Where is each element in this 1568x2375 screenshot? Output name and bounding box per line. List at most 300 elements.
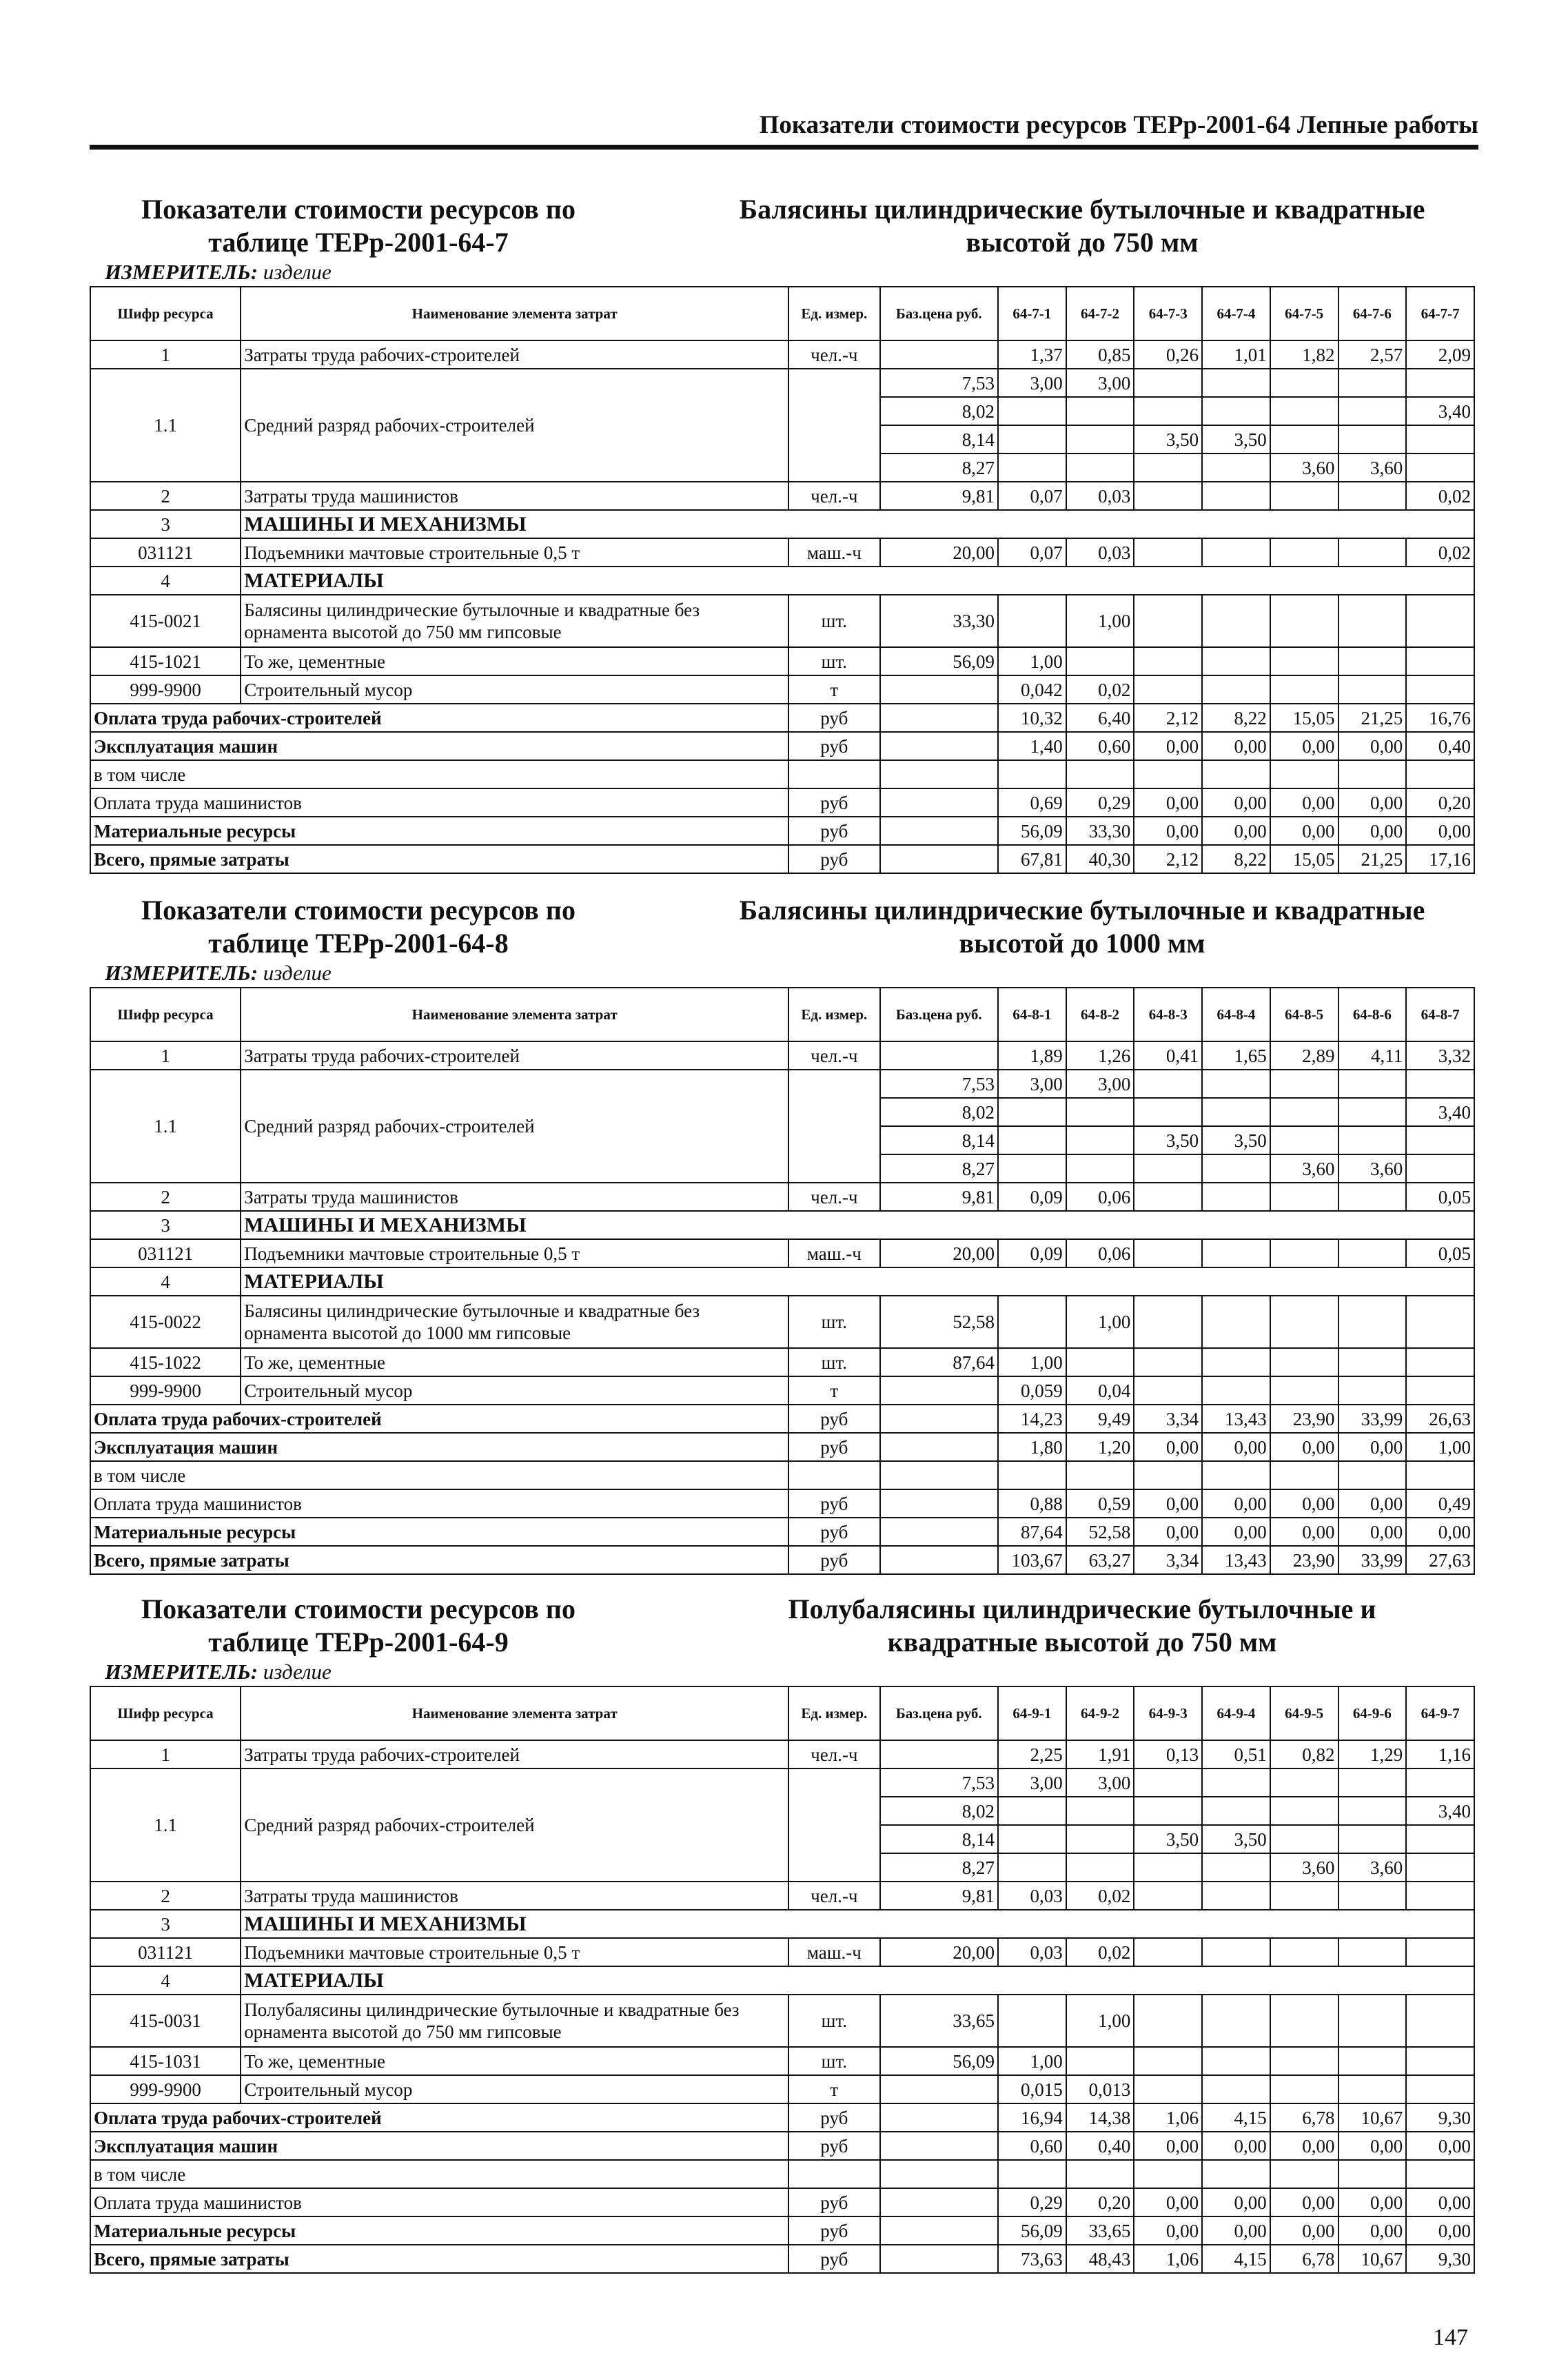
value-cell [1134, 397, 1202, 425]
value-cell [1202, 595, 1270, 647]
value-cell [1338, 397, 1407, 425]
summary-name: Всего, прямые затраты [90, 2245, 788, 2273]
value-cell: 0,59 [1066, 1489, 1134, 1518]
grade-rate: 7,53 [880, 369, 998, 397]
empty-cell [788, 760, 879, 788]
value-cell [998, 1825, 1066, 1853]
value-cell: 0,00 [1338, 1433, 1407, 1461]
value-cell [1338, 1070, 1407, 1098]
group-name: МАШИНЫ И МЕХАНИЗМЫ [241, 1910, 1474, 1938]
value-cell [1202, 369, 1270, 397]
value-cell: 0,00 [1202, 1518, 1270, 1546]
grade-rate: 8,14 [880, 1126, 998, 1154]
summary-row [90, 845, 1474, 873]
summary-name: в том числе [90, 760, 788, 788]
header-name: Наименование элемента затрат [241, 988, 788, 1041]
group-row [90, 1267, 1474, 1296]
resource-unit: маш.-ч [788, 538, 879, 567]
value-cell: 3,34 [1134, 1546, 1202, 1574]
summary-price [880, 2216, 998, 2245]
resource-name: То же, цементные [241, 1348, 788, 1376]
summary-price [880, 704, 998, 732]
group-row [90, 1966, 1474, 1995]
resource-price: 56,09 [880, 647, 998, 675]
resource-name: Затраты труда рабочих-строителей [241, 1041, 788, 1070]
value-cell [1202, 453, 1270, 482]
value-cell [998, 1098, 1066, 1126]
summary-unit: руб [788, 2132, 879, 2160]
resource-price [880, 1740, 998, 1768]
value-cell [1270, 1296, 1338, 1348]
value-cell [1202, 1296, 1270, 1348]
value-cell: 3,50 [1134, 1126, 1202, 1154]
value-cell [1066, 1853, 1134, 1882]
value-cell [1202, 1239, 1270, 1267]
value-cell [1202, 1154, 1270, 1183]
header-norm-column: 64-7-2 [1066, 287, 1134, 340]
table-reference [90, 193, 627, 259]
value-cell [1406, 1376, 1474, 1405]
value-cell: 33,65 [1066, 2216, 1134, 2245]
value-cell [1202, 397, 1270, 425]
value-cell [1134, 1296, 1202, 1348]
value-cell [1202, 675, 1270, 704]
measure-value: изделие [263, 260, 332, 284]
resource-code: 2 [90, 1882, 241, 1910]
value-cell: 0,09 [998, 1239, 1066, 1267]
empty-cell [1134, 760, 1202, 788]
value-cell [1202, 1768, 1270, 1797]
value-cell [1406, 2047, 1474, 2075]
value-cell [998, 453, 1066, 482]
value-cell: 3,40 [1406, 397, 1474, 425]
value-cell [1134, 2047, 1202, 2075]
value-cell: 0,40 [1406, 732, 1474, 760]
value-cell: 33,99 [1338, 1405, 1407, 1433]
value-cell: 0,20 [1066, 2188, 1134, 2216]
table-row [90, 675, 1474, 704]
value-cell [1202, 1070, 1270, 1098]
value-cell [1406, 425, 1474, 453]
resource-name: Затраты труда рабочих-строителей [241, 1740, 788, 1768]
value-cell [1270, 1376, 1338, 1405]
resource-price: 9,81 [880, 482, 998, 510]
empty-cell [1270, 1461, 1338, 1489]
value-cell [1406, 1938, 1474, 1966]
summary-name: Эксплуатация машин [90, 732, 788, 760]
summary-name: Оплата труда рабочих-строителей [90, 704, 788, 732]
header-norm-column: 64-9-2 [1066, 1686, 1134, 1740]
value-cell: 0,00 [1134, 788, 1202, 817]
value-cell: 3,40 [1406, 1098, 1474, 1126]
value-cell: 0,60 [1066, 732, 1134, 760]
value-cell: 0,00 [1134, 732, 1202, 760]
empty-cell [1134, 1461, 1202, 1489]
summary-row [90, 817, 1474, 845]
resource-name: Строительный мусор [241, 1376, 788, 1405]
value-cell: 3,60 [1338, 1853, 1407, 1882]
value-cell: 33,99 [1338, 1546, 1407, 1574]
value-cell: 103,67 [998, 1546, 1066, 1574]
value-cell: 1,00 [998, 647, 1066, 675]
value-cell: 1,29 [1338, 1740, 1407, 1768]
value-cell: 15,05 [1270, 704, 1338, 732]
table-row [90, 482, 1474, 510]
summary-row [90, 2160, 1474, 2188]
value-cell [1406, 1882, 1474, 1910]
value-cell: 48,43 [1066, 2245, 1134, 2273]
value-cell [1270, 1882, 1338, 1910]
table-reference-line2: таблице ТЕРр-2001-64-7 [208, 227, 509, 258]
summary-price [880, 788, 998, 817]
group-name: МАШИНЫ И МЕХАНИЗМЫ [241, 510, 1474, 538]
resource-unit: чел.-ч [788, 482, 879, 510]
header-norm-column: 64-8-6 [1338, 988, 1407, 1041]
value-cell [1134, 2075, 1202, 2103]
value-cell: 0,02 [1066, 675, 1134, 704]
section-64-9 [90, 1593, 1475, 2270]
section-64-7 [90, 193, 1475, 870]
resource-unit: чел.-ч [788, 1740, 879, 1768]
summary-row [90, 1461, 1474, 1489]
value-cell: 0,00 [1338, 817, 1407, 845]
resource-name: Подъемники мачтовые строительные 0,5 т [241, 538, 788, 567]
resource-code: 1 [90, 340, 241, 369]
resource-code: 999-9900 [90, 2075, 241, 2103]
value-cell: 21,25 [1338, 845, 1407, 873]
empty-cell [1270, 760, 1338, 788]
work-title [689, 1593, 1475, 1659]
resource-name: Затраты труда машинистов [241, 1882, 788, 1910]
table-reference-line1: Показатели стоимости ресурсов по [141, 194, 576, 225]
value-cell [1202, 482, 1270, 510]
resource-unit: т [788, 1376, 879, 1405]
value-cell: 2,57 [1338, 340, 1407, 369]
work-title-line1: Балясины цилиндрические бутылочные и квадратные [739, 895, 1425, 926]
value-cell: 0,00 [1134, 1518, 1202, 1546]
value-cell [1134, 538, 1202, 567]
value-cell: 0,88 [998, 1489, 1066, 1518]
value-cell: 0,00 [1134, 2188, 1202, 2216]
table-header-row [90, 1686, 1474, 1740]
resource-unit: шт. [788, 1296, 879, 1348]
value-cell [1066, 425, 1134, 453]
value-cell [1270, 675, 1338, 704]
table-row [90, 340, 1474, 369]
table-row [90, 538, 1474, 567]
resource-code: 1 [90, 1740, 241, 1768]
table-row [90, 595, 1474, 647]
value-cell: 3,60 [1338, 453, 1407, 482]
measure-label: ИЗМЕРИТЕЛЬ: [105, 1660, 258, 1684]
value-cell [1338, 2047, 1407, 2075]
table-row [90, 1938, 1474, 1966]
resource-unit: чел.-ч [788, 340, 879, 369]
value-cell [1406, 1154, 1474, 1183]
value-cell [1134, 595, 1202, 647]
grade-row [90, 369, 1474, 397]
value-cell: 13,43 [1202, 1405, 1270, 1433]
value-cell [1134, 1098, 1202, 1126]
header-norm-column: 64-9-7 [1406, 1686, 1474, 1740]
value-cell: 1,00 [998, 1348, 1066, 1376]
value-cell: 2,12 [1134, 704, 1202, 732]
value-cell: 0,00 [1406, 2216, 1474, 2245]
resource-code: 1 [90, 1041, 241, 1070]
value-cell: 3,50 [1202, 425, 1270, 453]
empty-cell [880, 760, 998, 788]
resource-unit: маш.-ч [788, 1239, 879, 1267]
work-title-line2: квадратные высотой до 750 мм [887, 1627, 1277, 1658]
resource-code: 415-1031 [90, 2047, 241, 2075]
empty-cell [1338, 1461, 1407, 1489]
value-cell [1066, 453, 1134, 482]
value-cell [1202, 647, 1270, 675]
header-norm-column: 64-8-3 [1134, 988, 1202, 1041]
section-heading [90, 193, 1475, 286]
value-cell [1134, 1239, 1202, 1267]
value-cell [1134, 1938, 1202, 1966]
empty-cell [998, 1461, 1066, 1489]
value-cell [998, 1797, 1066, 1825]
value-cell: 0,00 [1406, 2188, 1474, 2216]
empty-cell [788, 2160, 879, 2188]
header-price: Баз.цена руб. [880, 1686, 998, 1740]
value-cell [1338, 1126, 1407, 1154]
value-cell [1134, 1853, 1202, 1882]
summary-name: Материальные ресурсы [90, 2216, 788, 2245]
empty-cell [1066, 1461, 1134, 1489]
summary-name: Оплата труда рабочих-строителей [90, 1405, 788, 1433]
table-reference-line1: Показатели стоимости ресурсов по [141, 895, 576, 926]
measure-value: изделие [263, 1660, 332, 1684]
resource-price [880, 675, 998, 704]
running-header: Показатели стоимости ресурсов ТЕРр-2001-64 Лепные работы [759, 111, 1478, 139]
resource-unit: шт. [788, 595, 879, 647]
value-cell: 0,00 [1338, 2188, 1407, 2216]
header-norm-column: 64-8-7 [1406, 988, 1474, 1041]
value-cell [1338, 1825, 1407, 1853]
value-cell: 1,82 [1270, 340, 1338, 369]
header-code: Шифр ресурса [90, 287, 241, 340]
resource-price: 33,30 [880, 595, 998, 647]
summary-unit: руб [788, 2245, 879, 2273]
value-cell: 15,05 [1270, 845, 1338, 873]
value-cell: 0,00 [1270, 1433, 1338, 1461]
value-cell: 0,015 [998, 2075, 1066, 2103]
summary-price [880, 1433, 998, 1461]
header-unit: Ед. измер. [788, 1686, 879, 1740]
resource-price: 52,58 [880, 1296, 998, 1348]
measure-value: изделие [263, 961, 332, 985]
value-cell: 0,03 [998, 1882, 1066, 1910]
summary-row [90, 704, 1474, 732]
resource-price: 9,81 [880, 1183, 998, 1211]
section-64-8 [90, 894, 1475, 1571]
table-row [90, 1882, 1474, 1910]
group-code: 4 [90, 1966, 241, 1995]
value-cell: 3,00 [998, 369, 1066, 397]
value-cell [1270, 1098, 1338, 1126]
value-cell: 1,16 [1406, 1740, 1474, 1768]
value-cell [1338, 369, 1407, 397]
value-cell: 0,00 [1202, 788, 1270, 817]
summary-unit: руб [788, 1433, 879, 1461]
value-cell [1406, 369, 1474, 397]
empty-cell [1406, 1461, 1474, 1489]
value-cell: 13,43 [1202, 1546, 1270, 1574]
value-cell: 3,00 [998, 1768, 1066, 1797]
summary-name: Эксплуатация машин [90, 2132, 788, 2160]
value-cell: 0,05 [1406, 1239, 1474, 1267]
summary-unit: руб [788, 1518, 879, 1546]
empty-cell [880, 1461, 998, 1489]
group-name: МАТЕРИАЛЫ [241, 567, 1474, 595]
value-cell: 73,63 [998, 2245, 1066, 2273]
value-cell: 0,00 [1134, 2132, 1202, 2160]
header-price: Баз.цена руб. [880, 988, 998, 1041]
summary-name: Всего, прямые затраты [90, 1546, 788, 1574]
empty-cell [1338, 2160, 1407, 2188]
value-cell [1202, 1376, 1270, 1405]
value-cell: 0,00 [1338, 788, 1407, 817]
value-cell: 56,09 [998, 2216, 1066, 2245]
value-cell: 0,00 [1202, 2216, 1270, 2245]
value-cell [1270, 1797, 1338, 1825]
resource-code: 415-0031 [90, 1995, 241, 2047]
empty-cell [1270, 2160, 1338, 2188]
value-cell [1134, 1348, 1202, 1376]
summary-unit: руб [788, 788, 879, 817]
grade-row [90, 1070, 1474, 1098]
table-row [90, 2047, 1474, 2075]
grade-name: Средний разряд рабочих-строителей [241, 1768, 788, 1882]
summary-unit: руб [788, 817, 879, 845]
value-cell: 0,13 [1134, 1740, 1202, 1768]
header-unit: Ед. измер. [788, 287, 879, 340]
table-row [90, 647, 1474, 675]
value-cell: 4,15 [1202, 2245, 1270, 2273]
value-cell [1066, 1825, 1134, 1853]
value-cell: 0,00 [1202, 817, 1270, 845]
value-cell: 56,09 [998, 817, 1066, 845]
value-cell: 4,15 [1202, 2103, 1270, 2132]
header-norm-column: 64-8-2 [1066, 988, 1134, 1041]
value-cell: 0,02 [1406, 482, 1474, 510]
summary-name: Материальные ресурсы [90, 1518, 788, 1546]
value-cell: 0,29 [998, 2188, 1066, 2216]
value-cell [1270, 538, 1338, 567]
value-cell: 6,78 [1270, 2245, 1338, 2273]
empty-cell [788, 1461, 879, 1489]
group-name: МАТЕРИАЛЫ [241, 1966, 1474, 1995]
empty-cell [1202, 1461, 1270, 1489]
value-cell [1270, 1995, 1338, 2047]
group-name: МАТЕРИАЛЫ [241, 1267, 1474, 1296]
grade-rate: 7,53 [880, 1768, 998, 1797]
value-cell: 2,25 [998, 1740, 1066, 1768]
resource-table [90, 1686, 1475, 2274]
value-cell: 0,06 [1066, 1183, 1134, 1211]
value-cell [1066, 2047, 1134, 2075]
value-cell [1338, 1348, 1407, 1376]
value-cell [1406, 1070, 1474, 1098]
value-cell: 0,00 [1270, 788, 1338, 817]
value-cell: 0,03 [1066, 538, 1134, 567]
header-norm-column: 64-7-4 [1202, 287, 1270, 340]
value-cell [998, 1154, 1066, 1183]
summary-unit: руб [788, 2188, 879, 2216]
resource-code: 999-9900 [90, 1376, 241, 1405]
value-cell [1338, 1797, 1407, 1825]
value-cell: 0,042 [998, 675, 1066, 704]
header-rule [90, 145, 1478, 150]
value-cell: 9,30 [1406, 2245, 1474, 2273]
value-cell [1270, 397, 1338, 425]
summary-name: Оплата труда рабочих-строителей [90, 2103, 788, 2132]
resource-unit: шт. [788, 2047, 879, 2075]
summary-row [90, 1405, 1474, 1433]
work-title-line1: Балясины цилиндрические бутылочные и квадратные [739, 194, 1425, 225]
value-cell: 8,22 [1202, 845, 1270, 873]
summary-unit: руб [788, 1489, 879, 1518]
grade-rate: 8,14 [880, 1825, 998, 1853]
summary-row [90, 1433, 1474, 1461]
value-cell [1270, 1825, 1338, 1853]
group-row [90, 567, 1474, 595]
value-cell: 1,89 [998, 1041, 1066, 1070]
value-cell: 0,00 [1202, 1489, 1270, 1518]
value-cell: 0,013 [1066, 2075, 1134, 2103]
value-cell: 0,00 [1134, 2216, 1202, 2245]
value-cell: 3,32 [1406, 1041, 1474, 1070]
resource-name: То же, цементные [241, 2047, 788, 2075]
work-title [689, 193, 1475, 259]
resource-code: 415-1022 [90, 1348, 241, 1376]
value-cell [1270, 595, 1338, 647]
table-row [90, 1376, 1474, 1405]
summary-row [90, 1518, 1474, 1546]
value-cell [1406, 2075, 1474, 2103]
table-row [90, 1239, 1474, 1267]
value-cell: 0,00 [1406, 1518, 1474, 1546]
resource-name: Балясины цилиндрические бутылочные и квадратные без орнамента высотой до 750 мм гипсовые [241, 595, 788, 647]
value-cell: 21,25 [1338, 704, 1407, 732]
header-code: Шифр ресурса [90, 988, 241, 1041]
header-norm-column: 64-9-1 [998, 1686, 1066, 1740]
value-cell: 3,60 [1270, 1853, 1338, 1882]
value-cell [1338, 538, 1407, 567]
value-cell: 0,82 [1270, 1740, 1338, 1768]
value-cell: 3,00 [1066, 1070, 1134, 1098]
table-reference [90, 1593, 627, 1659]
summary-row [90, 1546, 1474, 1574]
value-cell: 23,90 [1270, 1546, 1338, 1574]
resource-price: 20,00 [880, 1938, 998, 1966]
value-cell [1134, 1882, 1202, 1910]
value-cell [1338, 1995, 1407, 2047]
header-norm-column: 64-7-3 [1134, 287, 1202, 340]
page-number: 147 [1433, 2325, 1468, 2350]
summary-row [90, 1489, 1474, 1518]
value-cell: 3,50 [1134, 425, 1202, 453]
summary-row [90, 2245, 1474, 2273]
summary-price [880, 1405, 998, 1433]
value-cell [998, 1995, 1066, 2047]
group-row [90, 1910, 1474, 1938]
section-heading [90, 894, 1475, 987]
value-cell [1202, 1348, 1270, 1376]
